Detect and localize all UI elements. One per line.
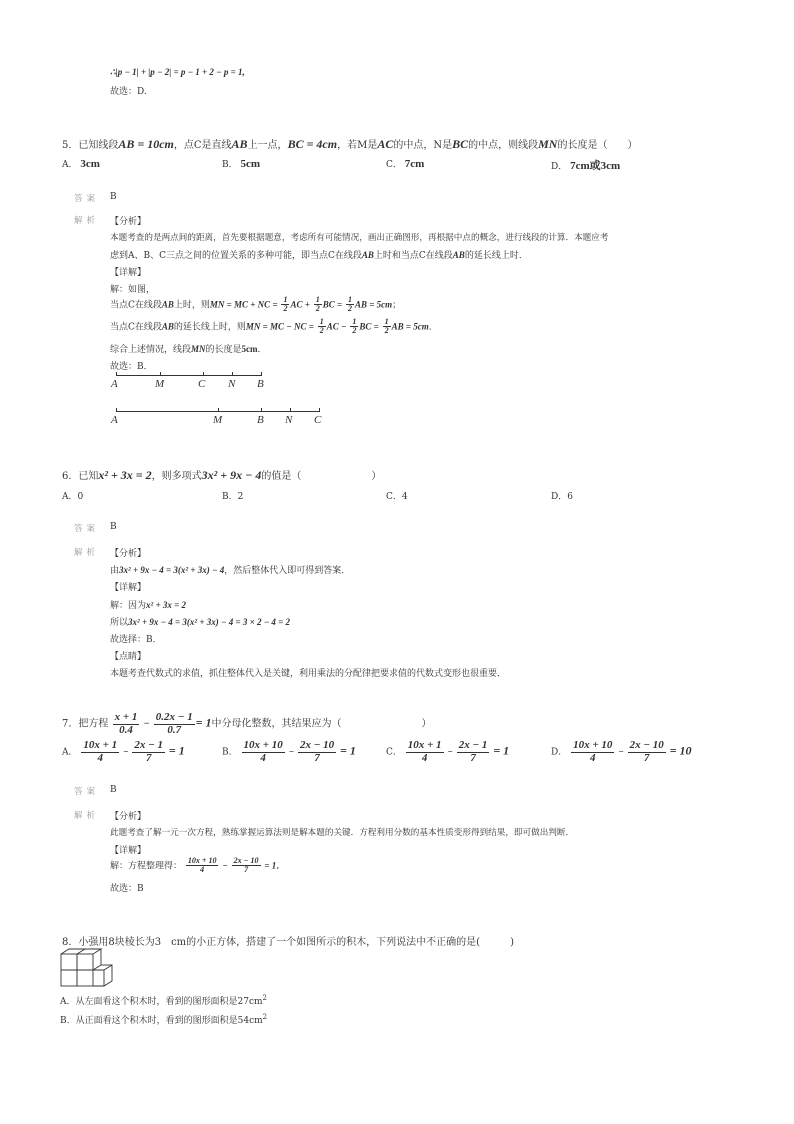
q6-remark-line: 本题考查代数式的求值，抓住整体代入是关键，利用乘法的分配律把要求值的代数式变形也很重要． bbox=[110, 669, 507, 679]
q5-option-b[interactable]: B． 5cm bbox=[222, 158, 261, 170]
fraction: $\frac{0.2x - 1}{0.7}$ bbox=[155, 711, 193, 736]
q5-detail-line-1: 解：如图， bbox=[110, 285, 156, 295]
q5-analysis-line-1: 本题考查的是两点间的距离，首先要根据题意，考虑所有可能情况，画出正确图形，再根据中点的概念，进行线段的计算．本题应考 bbox=[110, 233, 609, 243]
q6-option-d[interactable]: D．6 bbox=[551, 492, 573, 502]
tick bbox=[290, 408, 291, 412]
q6-option-c[interactable]: C．4 bbox=[386, 492, 408, 502]
tick bbox=[232, 372, 233, 376]
cube-stack-figure bbox=[60, 948, 116, 988]
q6-option-a[interactable]: A．0 bbox=[62, 492, 84, 502]
q5-detail-line-5: 故选：B． bbox=[110, 362, 153, 372]
q7-analysis-heading: 【分析】 bbox=[110, 812, 147, 822]
q6-analysis-heading: 【分析】 bbox=[110, 549, 147, 559]
point-label: M bbox=[155, 378, 165, 390]
point-label: C bbox=[314, 414, 322, 426]
q7-stem: 7．把方程 $\frac{x + 1}{0.4}$ − $\frac{0.2x - 1}{0.7}$ = 1中分母化整数，其结果应为（ ） bbox=[62, 711, 432, 736]
q5-option-d[interactable]: D． 7cm或3cm bbox=[551, 160, 621, 172]
fraction-half: $\frac{1}{2}$ bbox=[319, 317, 324, 336]
point-label: M bbox=[213, 414, 223, 426]
q5-stem: 5．已知线段AB = 10cm，点C是直线AB上一点，BC = 4cm，若M是AC的中点，N是BC的中点，则线段MN的长度是（ ） bbox=[62, 137, 638, 151]
point-label: B bbox=[257, 378, 264, 390]
q6-detail-line-2: 所以3x² + 9x − 4 = 3(x² + 3x) − 4 = 3 × 2 − 4 = 2 bbox=[110, 617, 291, 628]
q6-detail-line-1: 解：因为x² + 3x = 2 bbox=[110, 600, 186, 611]
tick bbox=[116, 372, 117, 376]
q6-detail-line-3: 故选择：B． bbox=[110, 635, 162, 645]
fraction: $\frac{x + 1}{0.4}$ bbox=[114, 711, 138, 736]
q5-analysis-heading: 【分析】 bbox=[110, 217, 147, 227]
q5-option-a[interactable]: A． 3cm bbox=[62, 158, 100, 170]
fraction-half: $\frac{1}{2}$ bbox=[384, 317, 389, 336]
point-label: N bbox=[285, 414, 293, 426]
segment-figure-1 bbox=[116, 375, 262, 376]
q6-analysis-label: 解析 bbox=[74, 548, 100, 558]
point-label: B bbox=[257, 414, 264, 426]
fraction-half: $\frac{1}{2}$ bbox=[347, 295, 352, 314]
q7-analysis-label: 解析 bbox=[74, 811, 100, 821]
q5-detail-line-4: 综合上述情况，线段MN的长度是5cm． bbox=[110, 344, 267, 355]
point-label: C bbox=[198, 378, 206, 390]
q5-answer: B bbox=[110, 192, 117, 202]
q7-detail-line-2: 故选：B bbox=[110, 884, 144, 894]
tick bbox=[116, 408, 117, 412]
q8-option-b[interactable]: B．从正面看这个积木时，看到的图形面积是$54cm^2$ bbox=[60, 1013, 268, 1026]
q6-detail-heading: 【详解】 bbox=[110, 583, 147, 593]
tick bbox=[218, 408, 219, 412]
q7-option-d[interactable]: D． $\frac{10x + 10}{4}$ − $\frac{2x - 10}{7}$ = 10 bbox=[551, 739, 692, 764]
q6-stem: 6．已知x² + 3x = 2，则多项式3x² + 9x − 4的值是（ ） bbox=[62, 468, 382, 482]
fraction-half: $\frac{1}{2}$ bbox=[283, 295, 288, 314]
tick bbox=[160, 372, 161, 376]
tick bbox=[261, 372, 262, 376]
q6-answer: B bbox=[110, 522, 117, 532]
q7-option-c[interactable]: C． $\frac{10x + 1}{4}$ − $\frac{2x - 1}{7}$ = 1 bbox=[386, 739, 510, 764]
prev-answer-line: 故选：D. bbox=[110, 87, 147, 97]
q6-answer-label: 答案 bbox=[74, 524, 100, 534]
prev-conclusion-line: ∴|p − 1| + |p − 2| = p − 1 + 2 − p = 1, bbox=[110, 67, 245, 77]
q7-option-b[interactable]: B． $\frac{10x + 10}{4}$ − $\frac{2x - 10}{7}$ = 1 bbox=[222, 739, 356, 764]
point-label: N bbox=[228, 378, 236, 390]
q6-remark-heading: 【点睛】 bbox=[110, 652, 147, 662]
q5-analysis-line-2: 虑到A、B、C三点之间的位置关系的多种可能，即当点C在线段AB上时和当点C在线段AB的延长线上时． bbox=[110, 250, 528, 261]
q5-detail-heading: 【详解】 bbox=[110, 268, 147, 278]
point-label: A bbox=[111, 414, 118, 426]
q6-analysis-line-1: 由3x² + 9x − 4 = 3(x² + 3x) − 4，然后整体代入即可得到答案． bbox=[110, 565, 351, 576]
q7-answer-label: 答案 bbox=[74, 787, 100, 797]
q7-analysis-line-1: 此题考查了解一元一次方程，熟练掌握运算法则是解本题的关键．方程利用分数的基本性质变形得到结果，即可做出判断． bbox=[110, 828, 575, 838]
tick bbox=[261, 408, 262, 412]
q6-option-b[interactable]: B．2 bbox=[222, 492, 244, 502]
q7-answer: B bbox=[110, 785, 117, 795]
q7-detail-line-1: 解：方程整理得： $\frac{10x + 10}{4}$ − $\frac{2x - 10}{7}$ = 1． bbox=[110, 856, 286, 875]
point-label: A bbox=[111, 378, 118, 390]
q8-option-a[interactable]: A．从左面看这个积木时，看到的图形面积是$27cm^2$ bbox=[60, 994, 267, 1007]
q7-option-a[interactable]: A． $\frac{10x + 1}{4}$ − $\frac{2x - 1}{7}$ = 1 bbox=[62, 739, 185, 764]
q5-detail-line-2: 当点C在线段AB上时，则MN = MC + NC = $\frac{1}{2}$ AC + $\frac{1}{2}$ BC = $\frac{1}{2}$ AB = 5cm； bbox=[110, 295, 402, 314]
tick bbox=[319, 408, 320, 412]
q8-stem: 8．小强用8块棱长为3 cm的小正方体，搭建了一个如图所示的积木，下列说法中不正确的是( ) bbox=[62, 937, 514, 948]
q5-detail-line-3: 当点C在线段AB的延长线上时，则MN = MC − NC = $\frac{1}{2}$ AC − $\frac{1}{2}$ BC = $\frac{1}{2}$ AB = 5cm． bbox=[110, 317, 438, 336]
q5-analysis-label: 解析 bbox=[74, 216, 100, 226]
q7-detail-heading: 【详解】 bbox=[110, 846, 147, 856]
q5-answer-label: 答案 bbox=[74, 194, 100, 204]
fraction-half: $\frac{1}{2}$ bbox=[352, 317, 357, 336]
q5-option-c[interactable]: C． 7cm bbox=[386, 158, 425, 170]
tick bbox=[203, 372, 204, 376]
fraction-half: $\frac{1}{2}$ bbox=[315, 295, 320, 314]
